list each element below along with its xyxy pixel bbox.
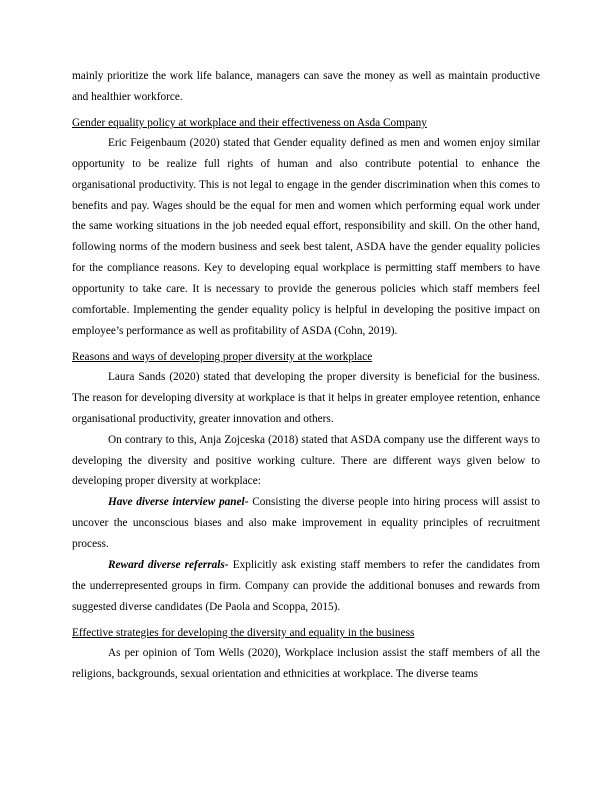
section-heading-diversity-reasons: Reasons and ways of developing proper diversity at the workplace xyxy=(72,350,373,363)
lead-interview-panel: Have diverse interview panel- xyxy=(108,496,249,509)
paragraph-diversity-ways: On contrary to this, Anja Zojceska (2018) stated that ASDA company use the different ways to developing the diversity and positive working culture. There are different ways given below to developing proper diversity at workplace: xyxy=(72,433,540,488)
paragraph-gender-equality: Eric Feigenbaum (2020) stated that Gender equality defined as men and women enjoy similar opportunity to be realize full rights of human and also contribute potential to enhance the organisational productivity. This is not legal to engage in the gender discrimination when this comes to benefits and pay. Wages should be the equal for men and women which performing equal work under the same working situations in the job needed equal effort, responsibility and skill. On the other hand, following norms of the modern business and seek best talent, ASDA have the gender equality policies for the compliance reasons. Key to developing equal workplace is permitting staff members to have opportunity to take care. It is necessary to provide the generous policies which staff members feel comfortable. Implementing the gender equality policy is helpful in developing the positive impact on employee’s performance as well as profitability of ASDA (Cohn, 2019). xyxy=(72,136,540,337)
section-heading-strategies: Effective strategies for developing the diversity and equality in the business xyxy=(72,626,415,639)
paragraph-diverse-referrals xyxy=(72,555,540,618)
section-heading-gender-equality: Gender equality policy at workplace and their effectiveness on Asda Company xyxy=(72,116,427,129)
paragraph-workplace-inclusion: As per opinion of Tom Wells (2020), Workplace inclusion assist the staff members of all the religions, backgrounds, sexual orientation and ethnicities at workplace. The diverse teams xyxy=(72,646,540,680)
paragraph-continuation: mainly prioritize the work life balance, managers can save the money as well as maintain productive and healthier workforce. xyxy=(72,70,540,103)
lead-diverse-referrals: Reward diverse referrals- xyxy=(108,559,229,572)
paragraph-interview-panel xyxy=(72,492,540,555)
text-interview-panel: Consisting the diverse people into hiring process will assist to uncover the unconscious biases and also make improvement in equality principles of recruitment process. xyxy=(72,496,540,551)
text-diverse-referrals: Explicitly ask existing staff members to refer the candidates from the underrepresented groups in firm. Company can provide the additional bonuses and rewards from suggested diverse candidates (De Paola and Scoppa, 2015). xyxy=(72,559,540,613)
paragraph-diversity-benefits: Laura Sands (2020) stated that developing the proper diversity is beneficial for the business. The reason for developing diversity at workplace is that it helps in greater employee retention, enhance organisational productivity, greater innovation and others. xyxy=(72,370,540,425)
